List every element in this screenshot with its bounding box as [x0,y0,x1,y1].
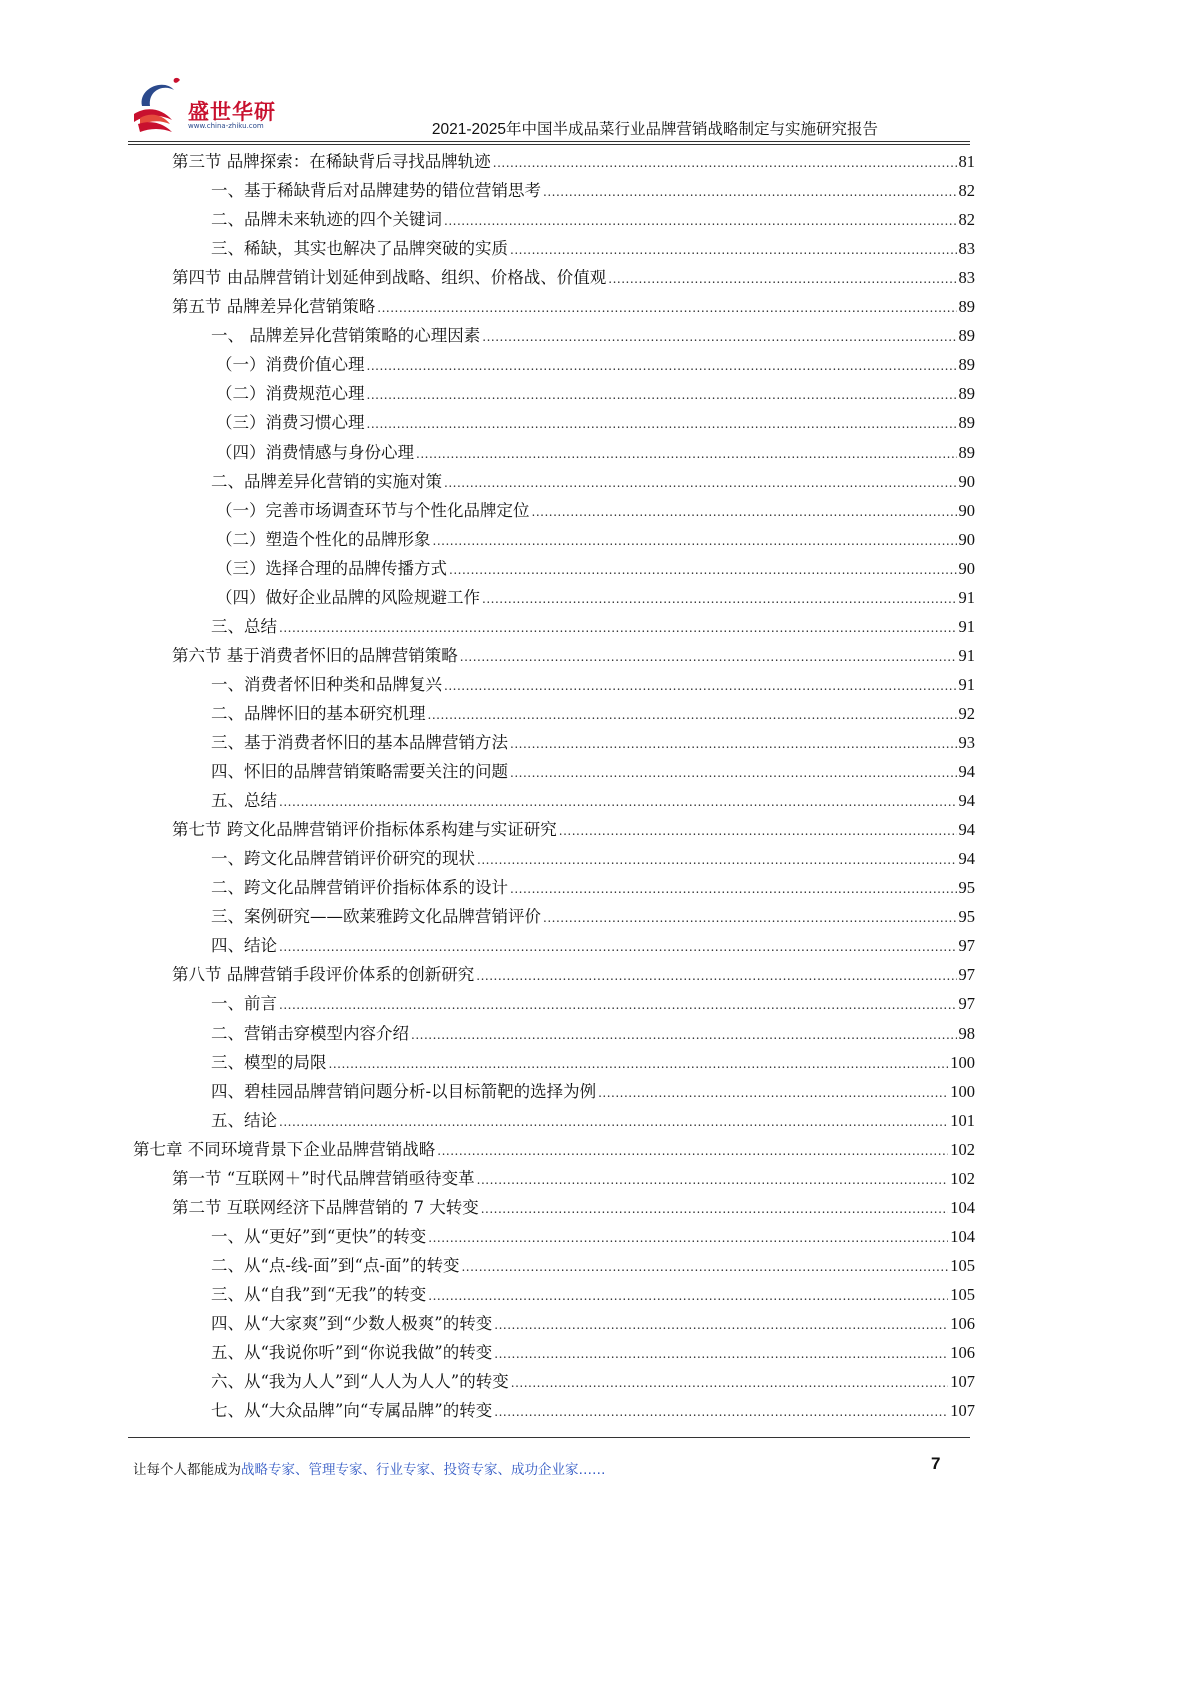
toc-entry-title: （一）消费价值心理 [216,355,365,375]
toc-entry[interactable] [172,961,975,989]
toc-entry-title: 二、品牌怀旧的基本研究机理 [211,703,426,723]
toc-entry[interactable] [211,700,975,728]
toc-dot-leader [494,1340,948,1368]
toc-entry[interactable] [211,729,975,757]
toc-entry-page: 90 [958,529,975,549]
toc-dot-leader [532,498,957,526]
toc-entry-page: 94 [958,762,975,782]
toc-entry-title: 六、从“我为人人”到“人人为人人”的转变 [211,1372,509,1392]
toc-entry-title: 一、 品牌差异化营销策略的心理因素 [211,326,481,346]
toc-entry-page: 89 [958,442,975,462]
toc-entry-page: 107 [950,1401,975,1421]
toc-entry-title: （四）做好企业品牌的风险规避工作 [216,587,480,607]
toc-dot-leader [279,991,957,1019]
toc-dot-leader [279,614,957,642]
toc-dot-leader [329,1050,949,1078]
toc-entry[interactable] [172,293,975,321]
toc-entry-page: 89 [958,355,975,375]
toc-entry[interactable] [216,497,975,525]
footer-divider [128,1437,970,1438]
toc-entry[interactable] [211,613,975,641]
toc-dot-leader [377,294,956,322]
toc-dot-leader [367,352,957,380]
toc-entry[interactable] [216,439,975,467]
toc-entry[interactable] [211,1049,975,1077]
logo-mark-icon [128,76,190,136]
toc-entry[interactable] [172,1194,975,1222]
toc-dot-leader [511,1369,949,1397]
report-title: 2021-2025年中国半成品菜行业品牌营销战略制定与实施研究报告 [431,121,878,138]
toc-dot-leader [477,846,957,874]
toc-entry-page: 91 [958,645,975,665]
toc-entry-page: 101 [950,1110,975,1130]
toc-entry[interactable] [211,206,975,234]
toc-dot-leader [444,207,957,235]
toc-entry-page: 83 [958,239,975,259]
toc-entry-title: 五、结论 [211,1110,277,1130]
toc-entry-page: 90 [958,471,975,491]
toc-dot-leader [444,672,957,700]
toc-entry-title: 三、从“自我”到“无我”的转变 [211,1284,427,1304]
toc-entry-page: 89 [958,326,975,346]
toc-entry[interactable] [133,1136,975,1164]
toc-entry-title: 五、总结 [211,791,277,811]
toc-dot-leader [279,788,957,816]
toc-entry-title: （四）消费情感与身份心理 [216,442,414,462]
toc-dot-leader [482,323,956,351]
toc-dot-leader [481,1195,949,1223]
toc-dot-leader [510,875,957,903]
toc-dot-leader [493,149,957,177]
toc-entry-page: 105 [950,1284,975,1304]
toc-dot-leader [477,1166,949,1194]
toc-dot-leader [279,933,957,961]
toc-entry-page: 90 [958,500,975,520]
slogan-highlight: 战略专家、管理专家、行业专家、投资专家、成功企业家…… [241,1462,606,1478]
toc-entry-title: 二、品牌未来轨迹的四个关键词 [211,210,442,230]
toc-entry[interactable] [211,671,975,699]
company-logo [128,76,328,136]
toc-entry[interactable] [211,1020,975,1048]
toc-dot-leader [428,1282,948,1310]
toc-entry-page: 82 [958,181,975,201]
logo-url: www.china-zhiku.com [188,122,264,130]
toc-entry[interactable] [211,1252,975,1280]
toc-dot-leader [598,1079,948,1107]
toc-entry[interactable] [211,1368,975,1396]
toc-entry-page: 91 [958,674,975,694]
toc-entry[interactable] [211,177,975,205]
toc-entry[interactable] [216,584,975,612]
toc-entry-page: 94 [958,820,975,840]
header-divider [128,141,970,142]
toc-entry-page: 100 [950,1081,975,1101]
toc-entry[interactable] [172,264,975,292]
toc-entry-title: 四、从“大家爽”到“少数人极爽”的转变 [211,1314,493,1333]
toc-entry-page: 89 [958,384,975,404]
toc-entry-title: 第五节 品牌差异化营销策略 [172,297,376,317]
toc-entry[interactable] [211,758,975,786]
toc-entry[interactable] [211,787,975,815]
toc-entry-page: 106 [950,1314,975,1333]
toc-entry-page: 98 [958,1023,975,1043]
toc-entry-page: 105 [950,1255,975,1275]
logo-name: 盛世华研 [188,100,276,124]
toc-entry[interactable] [172,816,975,844]
toc-entry-page: 104 [950,1197,975,1217]
toc-entry[interactable] [216,380,975,408]
toc-entry[interactable] [211,903,975,931]
toc-entry-page: 91 [958,616,975,636]
toc-entry-title: 一、跨文化品牌营销评价研究的现状 [211,849,475,869]
toc-entry[interactable] [216,526,975,554]
toc-dot-leader [460,643,957,671]
toc-dot-leader [416,440,957,468]
toc-dot-leader [494,1398,948,1426]
toc-entry-page: 100 [950,1052,975,1072]
toc-entry-page: 95 [958,878,975,898]
toc-dot-leader [543,904,957,932]
toc-entry[interactable] [211,1078,975,1106]
toc-entry-title: （三）消费习惯心理 [216,413,365,433]
toc-dot-leader [367,410,957,438]
toc-entry-page: 97 [958,965,975,985]
toc-dot-leader [510,730,957,758]
toc-dot-leader [433,527,957,555]
toc-entry[interactable] [216,409,975,437]
toc-entry-title: 五、从“我说你听”到“你说我做”的转变 [211,1343,493,1363]
toc-entry-title: 三、基于消费者怀旧的基本品牌营销方法 [211,733,508,752]
toc-entry-page: 89 [958,297,975,317]
toc-entry-title: 第三节 品牌探索：在稀缺背后寻找品牌轨迹 [172,152,491,171]
toc-entry[interactable] [211,1281,975,1309]
toc-entry[interactable] [211,874,975,902]
toc-entry-page: 97 [958,994,975,1014]
toc-entry-page: 89 [958,413,975,433]
toc-entry-title: 三、模型的局限 [211,1052,327,1072]
toc-entry-title: 第七章 不同环境背景下企业品牌营销战略 [133,1139,436,1159]
toc-entry-title: 三、案例研究——欧莱雅跨文化品牌营销评价 [211,907,541,927]
toc-entry-page: 106 [950,1343,975,1363]
toc-dot-leader [543,178,957,206]
toc-dot-leader [411,1021,957,1049]
toc-entry-title: （二）消费规范心理 [216,384,365,404]
toc-entry-title: 二、跨文化品牌营销评价指标体系的设计 [211,878,508,898]
toc-entry-title: 第一节 “互联网＋”时代品牌营销亟待变革 [172,1168,475,1188]
toc-entry-title: 第二节 互联网经济下品牌营销的 7 大转变 [172,1197,479,1217]
toc-dot-leader [367,381,957,409]
toc-entry-page: 104 [950,1226,975,1246]
toc-entry[interactable] [211,932,975,960]
toc-entry-page: 102 [950,1168,975,1188]
toc-entry-title: 一、前言 [211,994,277,1014]
toc-entry-page: 92 [958,703,975,723]
toc-dot-leader [559,817,957,845]
toc-entry[interactable] [211,990,975,1018]
toc-entry-title: 二、从“点-线-面”到“点-面”的转变 [211,1255,460,1275]
toc-entry-page: 83 [958,268,975,288]
toc-entry-title: （二）塑造个性化的品牌形象 [216,529,431,549]
toc-entry-page: 82 [958,210,975,230]
toc-dot-leader [608,265,956,293]
toc-dot-leader [437,1137,948,1165]
toc-entry[interactable] [216,555,975,583]
toc-entry[interactable] [211,1397,975,1425]
slogan-prefix: 让每个人都能成为 [133,1462,241,1478]
toc-entry-title: 一、从“更好”到“更快”的转变 [211,1226,427,1246]
toc-entry-title: 第七节 跨文化品牌营销评价指标体系构建与实证研究 [172,820,557,840]
toc-entry-title: 二、品牌差异化营销的实施对策 [211,471,442,491]
toc-entry-title: 四、结论 [211,936,277,956]
toc-entry[interactable] [211,1223,975,1251]
toc-entry-page: 94 [958,791,975,811]
toc-entry-title: 一、基于稀缺背后对品牌建势的错位营销思考 [211,181,541,201]
toc-entry[interactable] [216,351,975,379]
toc-entry-title: （三）选择合理的品牌传播方式 [216,558,447,578]
toc-entry-page: 90 [958,558,975,578]
toc-entry-title: 七、从“大众品牌”向“专属品牌”的转变 [211,1401,493,1421]
toc-entry[interactable] [172,1165,975,1193]
toc-entry[interactable] [211,845,975,873]
toc-entry-title: 二、营销击穿模型内容介绍 [211,1023,409,1043]
toc-entry-title: （一）完善市场调查环节与个性化品牌定位 [216,500,530,520]
toc-dot-leader [510,759,957,787]
toc-entry-title: 第六节 基于消费者怀旧的品牌营销策略 [172,645,458,665]
toc-entry-page: 93 [958,733,975,752]
footer-slogan [133,1458,606,1478]
toc-entry-title: 三、稀缺，其实也解决了品牌突破的实质 [211,239,508,259]
page-number: 7 [931,1454,941,1473]
toc-dot-leader [449,556,957,584]
toc-entry[interactable] [172,148,975,176]
toc-entry-title: 一、消费者怀旧种类和品牌复兴 [211,674,442,694]
toc-entry-page: 95 [958,907,975,927]
toc-entry-page: 91 [958,587,975,607]
toc-entry-title: 四、怀旧的品牌营销策略需要关注的问题 [211,762,508,782]
toc-entry[interactable] [211,1310,975,1338]
toc-entry-page: 81 [958,152,975,171]
toc-entry-page: 107 [950,1372,975,1392]
toc-dot-leader [428,701,957,729]
toc-entry-title: 三、总结 [211,616,277,636]
toc-dot-leader [482,585,957,613]
toc-dot-leader [476,962,956,990]
toc-entry-page: 94 [958,849,975,869]
toc-entry-title: 四、碧桂园品牌营销问题分析-以目标箭靶的选择为例 [211,1081,597,1101]
toc-dot-leader [461,1253,948,1281]
toc-dot-leader [510,236,957,264]
toc-dot-leader [428,1224,948,1252]
toc-dot-leader [494,1311,948,1339]
toc-entry[interactable] [211,468,975,496]
toc-entry[interactable] [211,1339,975,1367]
toc-entry-page: 102 [950,1139,975,1159]
toc-entry[interactable] [211,1107,975,1135]
toc-entry-title: 第四节 由品牌营销计划延伸到战略、组织、价格战、价值观 [172,268,607,288]
header-divider [128,144,970,145]
toc-dot-leader [444,469,957,497]
toc-entry-title: 第八节 品牌营销手段评价体系的创新研究 [172,965,475,985]
toc-entry[interactable] [211,235,975,263]
toc-dot-leader [279,1108,948,1136]
toc-entry[interactable] [172,642,975,670]
toc-entry[interactable] [211,322,975,350]
toc-entry-page: 97 [958,936,975,956]
